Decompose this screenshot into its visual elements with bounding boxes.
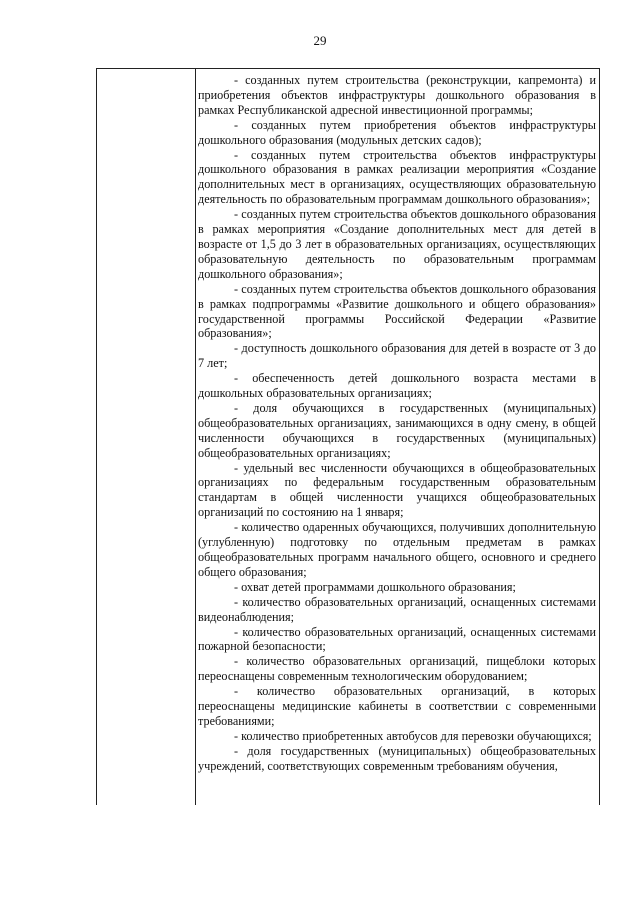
indicator-item: - доля государственных (муниципальных) общеобразовательных учреждений, соответствующих современным требованиям обучения,: [198, 743, 596, 773]
page-number: 29: [313, 33, 327, 48]
indicator-item: - количество образовательных организаций, оснащенных системами видеонаблюдения;: [198, 594, 596, 624]
indicator-item: - количество приобретенных автобусов для перевозки обучающихся;: [234, 728, 592, 743]
indicator-item: - созданных путем строительства объектов дошкольного образования в рамках мероприятия «Создание дополнительных мест для детей в возрасте от 1,5 до 3 лет в образовательных организациях, осуществляющих образовательную деятельность по образовательным программам дошкольного образования»;: [198, 207, 596, 281]
indicator-item: - обеспеченность детей дошкольного возраста местами в дошкольных образовательных организациях;: [198, 371, 596, 401]
indicator-item: - количество образовательных организаций, в которых переоснащены медицинские кабинеты в соответствии с современными требованиями;: [198, 684, 596, 728]
indicator-item: - созданных путем строительства объектов инфраструктуры дошкольного образования в рамках реализации мероприятия «Создание дополнительных мест в организациях, осуществляющих образовательную деятельность по образовательным программам дошкольного образования»;: [198, 147, 596, 207]
indicator-item: - созданных путем строительства (реконструкции, капремонта) и приобретения объектов инфраструктуры дошкольного образования в рамках Республиканской адресной инвестиционной программы;: [198, 73, 596, 117]
column-divider: [195, 69, 196, 805]
indicator-item: - доля обучающихся в государственных (муниципальных) общеобразовательных организациях, занимающихся в одну смену, в общей численности обучающихся в государственных (муниципальных) общеобразовательных организациях;: [198, 400, 596, 460]
indicator-item: - количество образовательных организаций, оснащенных системами пожарной безопасности;: [198, 624, 596, 654]
indicator-item: - доступность дошкольного образования для детей в возрасте от 3 до 7 лет;: [198, 341, 596, 371]
indicator-table: [96, 68, 600, 805]
indicator-item: - удельный вес численности обучающихся в общеобразовательных организациях по федеральным государственным образовательным стандартам в общей численности учащихся общеобразовательных организаций по состоянию на 1 января;: [198, 460, 596, 520]
indicator-item: - количество образовательных организаций, пищеблоки которых переоснащены современным технологическим оборудованием;: [198, 654, 596, 684]
indicator-item: - созданных путем приобретения объектов инфраструктуры дошкольного образования (модульных детских садов);: [198, 117, 596, 147]
indicator-item: - количество одаренных обучающихся, получивших дополнительную (углубленную) подготовку по отдельным предметам в рамках общеобразовательных программ начального общего, основного и среднего общего образования;: [198, 520, 596, 579]
indicator-item: - созданных путем строительства объектов дошкольного образования в рамках подпрограммы «Развитие дошкольного и общего образования» государственной программы Российской Федерации «Развитие образования»;: [198, 281, 596, 341]
indicator-list: [198, 73, 596, 774]
indicator-item: - охват детей программами дошкольного образования;: [234, 579, 516, 594]
